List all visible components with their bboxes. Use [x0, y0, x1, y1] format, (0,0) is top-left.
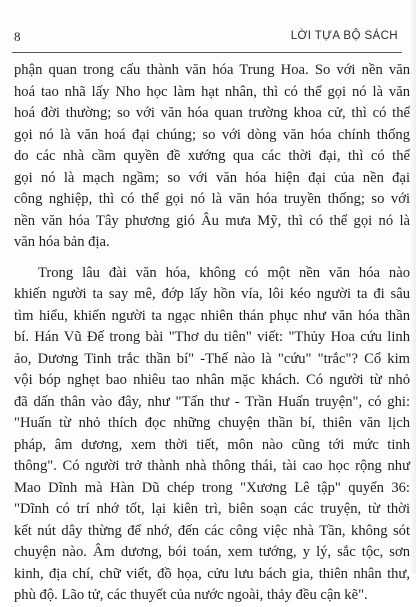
body-text [14, 60, 410, 607]
text-line: phù độ. Lão tử, các thuyết của nước ngoài, thảy đều cận kẽ". [14, 587, 368, 603]
text-line: kinh, địa chí, chữ viết, đồ họa, cửu lưu bách gia, thiên nhân thư, [14, 565, 410, 582]
text-line: đã dấn thân vào đây, như "Tấn thư - Trần Huấn truyện", có ghi: [14, 393, 410, 410]
running-head: LỜI TỰA BỘ SÁCH [290, 30, 398, 42]
text-line: "Huấn từ nhỏ thích đọc những chuyện thần bí, thiên văn lịch [14, 415, 410, 431]
text-line: nền văn hóa Tây phương gió Âu mưa Mỹ, thì có thể gọi nó là [14, 212, 410, 229]
text-line: gọi nó là mạch ngầm; so với văn hóa hiện đại của nền đại [14, 169, 410, 186]
text-line: bí. Hán Vũ Đế trong bài "Thơ du tiên" viết: "Thủy Hoa cứu linh [14, 329, 410, 345]
page-header [0, 0, 416, 56]
text-line: vội bóp nghẹt bao nhiêu tao nhân mặc khách. Có người từ nhỏ [14, 372, 410, 388]
text-line: gọi nó là văn hoá đại chúng; so với dòng văn hóa chính thống [14, 126, 410, 143]
text-line: pháp, âm dương, xem thời tiết, môn nào cũng tới mức tinh [14, 436, 410, 453]
page-edge-shadow [410, 0, 416, 574]
paragraph-1 [14, 60, 410, 254]
header-rule [12, 52, 402, 53]
text-line: Mao Dĩnh mà Hàn Dũ chép trong "Xương Lê tập" quyển 36: [14, 479, 410, 496]
text-line: thông". Có người trở thành nhà thông thái, tài cao học rộng như [14, 458, 410, 474]
page-number: 8 [14, 29, 21, 44]
text-line: do các nhà cầm quyền đề xướng qua các thời đại, thì có thể [14, 148, 410, 164]
text-line: "Dĩnh có trí nhớ tốt, lại kiên trì, biên soạn các truyện, từ thời [14, 501, 410, 517]
text-line: khiến người ta say mê, đớp lấy hồn vía, lôi kéo người ta đi sâu [14, 286, 410, 302]
text-line: phận quan trong cấu thành văn hóa Trung Hoa. So với nền văn [14, 62, 410, 78]
text-line: Trong lâu đài văn hóa, không có một nền văn hóa nào [38, 264, 410, 281]
text-line: văn hóa bản địa. [14, 234, 110, 250]
text-line: ảo, Dương Tinh trắc thần bí" -Thế nào là "cứu" "trắc"? Cổ kim [14, 350, 410, 367]
text-line: chuyện nào. Âm dương, bói toán, xem tướng, y lý, sắc tộc, sơn [14, 544, 410, 560]
text-line: công nghiệp, thì có thể gọi nó là văn hóa truyền thống; so với [14, 191, 410, 207]
paragraph-gap [14, 254, 410, 263]
text-line: kết nút dây thừng để nhớ, đến các công việc nhà Tần, không sót [14, 522, 410, 539]
paragraph-2 [14, 263, 410, 607]
text-line: hoá tao nhã lấy Nho học làm hạt nhân, thì có thể gọi nó là văn [14, 83, 410, 100]
text-line: hoá đời thường; so với văn hóa quan trường khoa cử, thì có thể [14, 105, 410, 121]
text-line: tìm hiểu, khiến người ta ngạc nhiên thán phục như văn hóa thần [14, 307, 410, 324]
